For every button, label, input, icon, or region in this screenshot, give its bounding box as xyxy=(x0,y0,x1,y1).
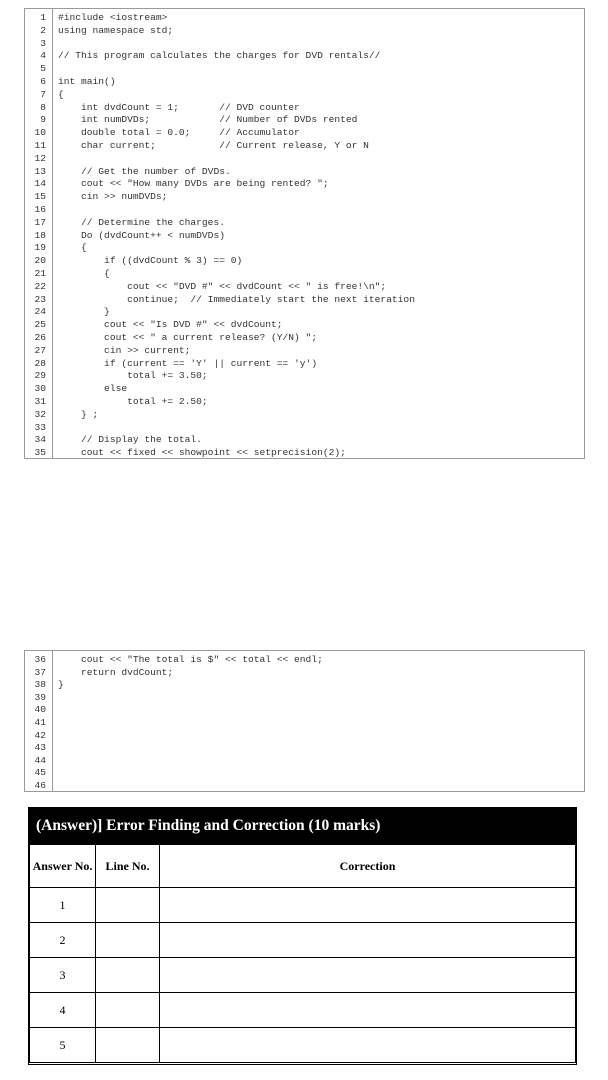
code-text: int numDVDs; // Number of DVDs rented xyxy=(58,114,358,126)
code-line xyxy=(25,63,584,76)
code-line xyxy=(25,12,584,25)
code-line xyxy=(25,127,584,140)
code-text: int main() xyxy=(58,75,116,87)
line-number: 33 xyxy=(34,421,46,433)
code-text: // Get the number of DVDs. xyxy=(58,165,231,177)
answer-number: 4 xyxy=(30,993,96,1028)
line-number: 9 xyxy=(40,114,46,126)
code-line xyxy=(25,306,584,319)
header-answer-no: Answer No. xyxy=(30,845,96,888)
code-line xyxy=(25,230,584,243)
line-number: 43 xyxy=(34,742,46,754)
answer-number: 2 xyxy=(30,923,96,958)
code-text: using namespace std; xyxy=(58,24,174,36)
correction-cell[interactable] xyxy=(160,958,576,993)
code-text: cout << "DVD #" << dvdCount << " is free!\n"; xyxy=(58,280,387,292)
line-number: 1 xyxy=(40,12,46,23)
line-number: 23 xyxy=(34,293,46,305)
code-line xyxy=(25,89,584,102)
code-text: // This program calculates the charges for DVD rentals// xyxy=(58,50,381,62)
line-number: 39 xyxy=(34,691,46,703)
line-number: 5 xyxy=(40,63,46,75)
code-line xyxy=(25,409,584,422)
correction-cell[interactable] xyxy=(160,923,576,958)
code-line xyxy=(25,102,584,115)
answer-table xyxy=(29,844,576,1063)
code-text: // Determine the charges. xyxy=(58,216,225,228)
code-lines xyxy=(25,654,584,793)
code-text: char current; // Current release, Y or N xyxy=(58,139,369,151)
code-line xyxy=(25,704,584,717)
code-text: cout << "Is DVD #" << dvdCount; xyxy=(58,319,283,331)
answer-table-header xyxy=(30,845,576,888)
code-line xyxy=(25,358,584,371)
code-line xyxy=(25,422,584,435)
line-number: 22 xyxy=(34,280,46,292)
code-listing-part-1 xyxy=(24,8,585,459)
answer-number: 5 xyxy=(30,1028,96,1063)
line-number: 31 xyxy=(34,395,46,407)
code-text: { xyxy=(58,242,87,254)
answer-row xyxy=(30,923,576,958)
line-number: 41 xyxy=(34,716,46,728)
code-line xyxy=(25,755,584,768)
code-line xyxy=(25,281,584,294)
code-line xyxy=(25,255,584,268)
line-number: 3 xyxy=(40,37,46,49)
code-line xyxy=(25,178,584,191)
line-number: 10 xyxy=(34,127,46,139)
code-line xyxy=(25,447,584,460)
code-text: } xyxy=(58,306,110,318)
line-number: 21 xyxy=(34,267,46,279)
code-text: cin >> current; xyxy=(58,344,191,356)
line-number: 35 xyxy=(34,447,46,459)
line-no-cell[interactable] xyxy=(96,1028,160,1063)
code-text: if ((dvdCount % 3) == 0) xyxy=(58,255,243,267)
code-text: else xyxy=(58,383,128,395)
code-text: return dvdCount; xyxy=(58,666,174,678)
line-number: 36 xyxy=(34,654,46,665)
code-line xyxy=(25,679,584,692)
code-text: cin >> numDVDs; xyxy=(58,191,168,203)
code-line xyxy=(25,76,584,89)
correction-cell[interactable] xyxy=(160,993,576,1028)
code-line xyxy=(25,383,584,396)
code-text: cout << " a current release? (Y/N) "; xyxy=(58,331,318,343)
code-line xyxy=(25,38,584,51)
line-number: 34 xyxy=(34,434,46,446)
code-line xyxy=(25,370,584,383)
code-text: cout << "How many DVDs are being rented? "; xyxy=(58,178,329,190)
code-line xyxy=(25,345,584,358)
line-no-cell[interactable] xyxy=(96,993,160,1028)
answer-number: 1 xyxy=(30,888,96,923)
code-line xyxy=(25,294,584,307)
line-number: 27 xyxy=(34,344,46,356)
code-line xyxy=(25,140,584,153)
code-text: // Display the total. xyxy=(58,434,202,446)
header-correction: Correction xyxy=(160,845,576,888)
code-line xyxy=(25,692,584,705)
answer-number: 3 xyxy=(30,958,96,993)
line-number: 46 xyxy=(34,779,46,791)
code-lines xyxy=(25,12,584,460)
code-text: continue; // Immediately start the next iteration xyxy=(58,293,415,305)
line-number: 26 xyxy=(34,331,46,343)
code-line xyxy=(25,50,584,63)
code-text: if (current == 'Y' || current == 'y') xyxy=(58,357,318,369)
code-line xyxy=(25,268,584,281)
code-text: Do (dvdCount++ < numDVDs) xyxy=(58,229,225,241)
code-text: int dvdCount = 1; // DVD counter xyxy=(58,101,300,113)
code-line xyxy=(25,25,584,38)
line-number: 18 xyxy=(34,229,46,241)
line-number: 15 xyxy=(34,191,46,203)
line-number: 45 xyxy=(34,767,46,779)
code-text: double total = 0.0; // Accumulator xyxy=(58,127,300,139)
line-number: 24 xyxy=(34,306,46,318)
code-line xyxy=(25,242,584,255)
code-text: #include <iostream> xyxy=(58,12,168,23)
code-line xyxy=(25,191,584,204)
code-line xyxy=(25,667,584,680)
correction-cell[interactable] xyxy=(160,1028,576,1063)
line-number: 16 xyxy=(34,203,46,215)
line-number: 8 xyxy=(40,101,46,113)
line-number: 30 xyxy=(34,383,46,395)
line-number: 29 xyxy=(34,370,46,382)
code-line xyxy=(25,767,584,780)
line-no-cell[interactable] xyxy=(96,958,160,993)
code-line xyxy=(25,204,584,217)
line-number: 38 xyxy=(34,679,46,691)
line-number: 25 xyxy=(34,319,46,331)
line-number: 14 xyxy=(34,178,46,190)
line-number: 7 xyxy=(40,88,46,100)
line-number: 11 xyxy=(34,139,46,151)
code-text: total += 2.50; xyxy=(58,395,208,407)
code-line xyxy=(25,730,584,743)
header-line-no: Line No. xyxy=(96,845,160,888)
code-line xyxy=(25,396,584,409)
code-line xyxy=(25,114,584,127)
code-text: cout << fixed << showpoint << setprecision(2); xyxy=(58,447,346,459)
answer-row xyxy=(30,1028,576,1063)
line-number: 17 xyxy=(34,216,46,228)
answer-section xyxy=(28,807,577,1065)
code-listing-part-2 xyxy=(24,650,585,792)
line-number: 2 xyxy=(40,24,46,36)
answer-row xyxy=(30,993,576,1028)
line-no-cell[interactable] xyxy=(96,923,160,958)
code-text: total += 3.50; xyxy=(58,370,208,382)
code-text: } ; xyxy=(58,408,99,420)
code-line xyxy=(25,654,584,667)
answer-row xyxy=(30,888,576,923)
line-number: 28 xyxy=(34,357,46,369)
line-number: 44 xyxy=(34,754,46,766)
line-number: 6 xyxy=(40,75,46,87)
line-number: 4 xyxy=(40,50,46,62)
line-number: 32 xyxy=(34,408,46,420)
answer-title: (Answer)] Error Finding and Correction (10 marks) xyxy=(29,808,576,844)
code-text: { xyxy=(58,88,64,100)
line-no-cell[interactable] xyxy=(96,888,160,923)
code-line xyxy=(25,717,584,730)
code-line xyxy=(25,319,584,332)
code-text: } xyxy=(58,679,64,691)
line-number: 37 xyxy=(34,666,46,678)
line-number: 19 xyxy=(34,242,46,254)
code-line xyxy=(25,153,584,166)
line-number: 40 xyxy=(34,704,46,716)
line-number: 12 xyxy=(34,152,46,164)
line-number: 20 xyxy=(34,255,46,267)
correction-cell[interactable] xyxy=(160,888,576,923)
code-line xyxy=(25,780,584,793)
code-line xyxy=(25,742,584,755)
code-line xyxy=(25,217,584,230)
code-line xyxy=(25,166,584,179)
code-text: cout << "The total is $" << total << endl; xyxy=(58,654,323,665)
answer-row xyxy=(30,958,576,993)
code-line xyxy=(25,332,584,345)
line-number: 42 xyxy=(34,729,46,741)
code-line xyxy=(25,434,584,447)
line-number: 13 xyxy=(34,165,46,177)
code-text: { xyxy=(58,267,110,279)
